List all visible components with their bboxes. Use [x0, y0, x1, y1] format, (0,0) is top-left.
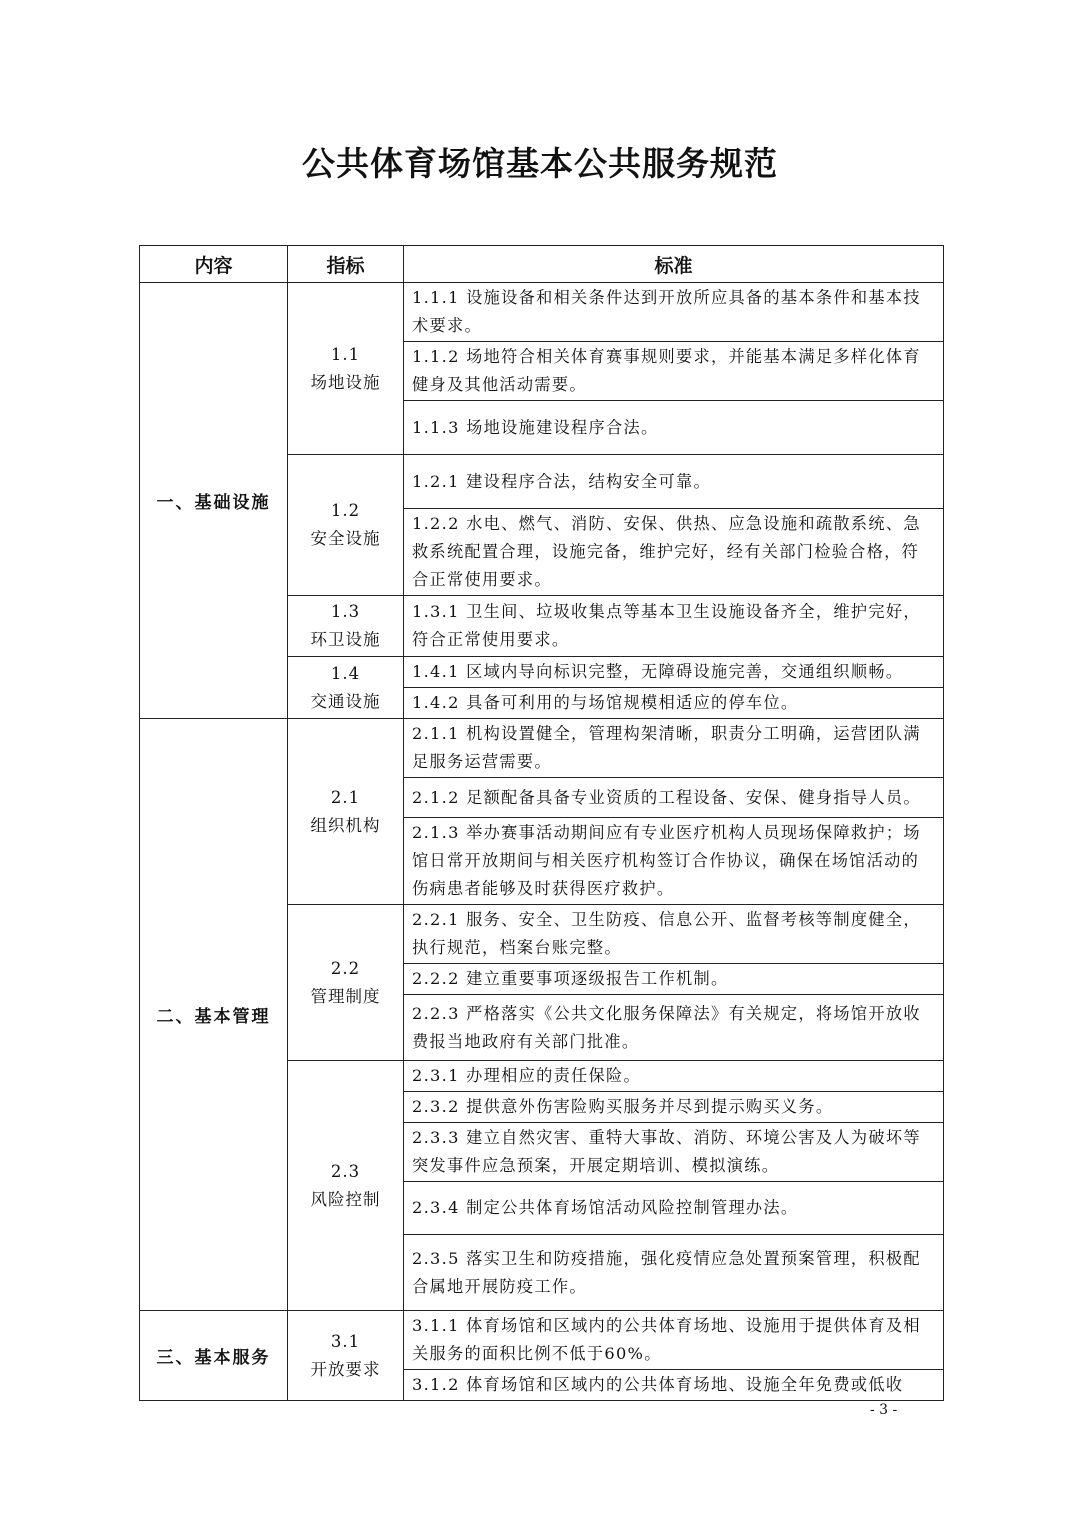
standard-cell: 1.2.1 建设程序合法，结构安全可靠。 — [404, 455, 944, 509]
standard-cell: 1.4.2 具备可利用的与场馆规模相适应的停车位。 — [404, 688, 944, 719]
document-title: 公共体育场馆基本公共服务规范 — [302, 144, 778, 183]
section-label: 二、基本管理 — [140, 719, 288, 1311]
indicator-cell — [288, 657, 404, 719]
table-row — [140, 283, 944, 342]
indicator-number: 2.3 — [330, 1161, 361, 1181]
indicator-cell — [288, 283, 404, 455]
indicator-cell — [288, 719, 404, 905]
indicator-cell — [288, 905, 404, 1061]
standard-cell: 2.3.1 办理相应的责任保险。 — [404, 1061, 944, 1092]
page-number: - 3 - — [870, 1402, 898, 1418]
indicator-name: 安全设施 — [310, 529, 381, 548]
indicator-number: 2.2 — [330, 958, 361, 978]
standard-cell: 1.4.1 区域内导向标识完整，无障碍设施完善，交通组织顺畅。 — [404, 657, 944, 688]
indicator-name: 开放要求 — [310, 1359, 381, 1379]
indicator-number: 1.3 — [330, 602, 361, 621]
standard-cell: 2.2.3 严格落实《公共文化服务保障法》有关规定，将场馆开放收费报当地政府有关部门批准。 — [404, 995, 944, 1061]
standard-cell: 3.1.1 体育场馆和区域内的公共体育场地、设施用于提供体育及相关服务的面积比例不低于60%。 — [404, 1311, 944, 1370]
standard-cell: 2.2.2 建立重要事项逐级报告工作机制。 — [404, 964, 944, 995]
standard-cell: 1.3.1 卫生间、垃圾收集点等基本卫生设施设备齐全，维护完好，符合正常使用要求。 — [404, 596, 944, 657]
standard-cell: 1.1.3 场地设施建设程序合法。 — [404, 401, 944, 455]
standard-cell: 2.3.5 落实卫生和防疫措施，强化疫情应急处置预案管理，积极配合属地开展防疫工作。 — [404, 1235, 944, 1311]
indicator-number: 2.1 — [330, 787, 361, 807]
indicator-name: 环卫设施 — [310, 630, 381, 649]
standard-cell: 2.3.3 建立自然灾害、重特大事故、消防、环境公害及人为破坏等突发事件应急预案，开展定期培训、模拟演练。 — [404, 1123, 944, 1182]
indicator-cell — [288, 596, 404, 657]
indicator-number: 1.1 — [330, 344, 361, 364]
indicator-name: 组织机构 — [310, 815, 381, 835]
standard-cell: 2.3.2 提供意外伤害险购买服务并尽到提示购买义务。 — [404, 1092, 944, 1123]
header-standard: 标准 — [404, 246, 944, 283]
indicator-cell — [288, 1061, 404, 1311]
indicator-name: 风险控制 — [310, 1189, 381, 1209]
indicator-name: 场地设施 — [310, 372, 381, 392]
table-row — [140, 719, 944, 778]
table-row — [140, 1311, 944, 1370]
header-indicator: 指标 — [288, 246, 404, 283]
indicator-number: 1.2 — [330, 501, 361, 520]
indicator-name: 管理制度 — [310, 986, 381, 1006]
indicator-cell — [288, 1311, 404, 1401]
indicator-name: 交通设施 — [310, 691, 381, 711]
standard-cell: 2.1.1 机构设置健全，管理构架清晰，职责分工明确，运营团队满足服务运营需要。 — [404, 719, 944, 778]
standard-cell: 2.2.1 服务、安全、卫生防疫、信息公开、监督考核等制度健全，执行规范，档案台账完整。 — [404, 905, 944, 964]
indicator-number: 1.4 — [330, 663, 361, 683]
indicator-cell — [288, 455, 404, 596]
section-label: 一、基础设施 — [140, 283, 288, 719]
standard-cell: 3.1.2 体育场馆和区域内的公共体育场地、设施全年免费或低收 — [404, 1370, 944, 1401]
indicator-number: 3.1 — [330, 1331, 361, 1351]
header-content: 内容 — [140, 246, 288, 283]
section-label: 三、基本服务 — [140, 1311, 288, 1401]
standard-cell: 2.1.3 举办赛事活动期间应有专业医疗机构人员现场保障救护；场馆日常开放期间与相关医疗机构签订合作协议，确保在场馆活动的伤病患者能够及时获得医疗救护。 — [404, 818, 944, 905]
standard-cell: 1.1.1 设施设备和相关条件达到开放所应具备的基本条件和基本技术要求。 — [404, 283, 944, 342]
standard-cell: 1.2.2 水电、燃气、消防、安保、供热、应急设施和疏散系统、急救系统配置合理，设施完备，维护完好，经有关部门检验合格，符合正常使用要求。 — [404, 509, 944, 596]
standard-cell: 2.1.2 足额配备具备专业资质的工程设备、安保、健身指导人员。 — [404, 778, 944, 818]
standard-cell: 2.3.4 制定公共体育场馆活动风险控制管理办法。 — [404, 1182, 944, 1235]
service-standards-table — [139, 245, 944, 1401]
table-header-row — [140, 246, 944, 283]
standard-cell: 1.1.2 场地符合相关体育赛事规则要求，并能基本满足多样化体育健身及其他活动需要。 — [404, 342, 944, 401]
